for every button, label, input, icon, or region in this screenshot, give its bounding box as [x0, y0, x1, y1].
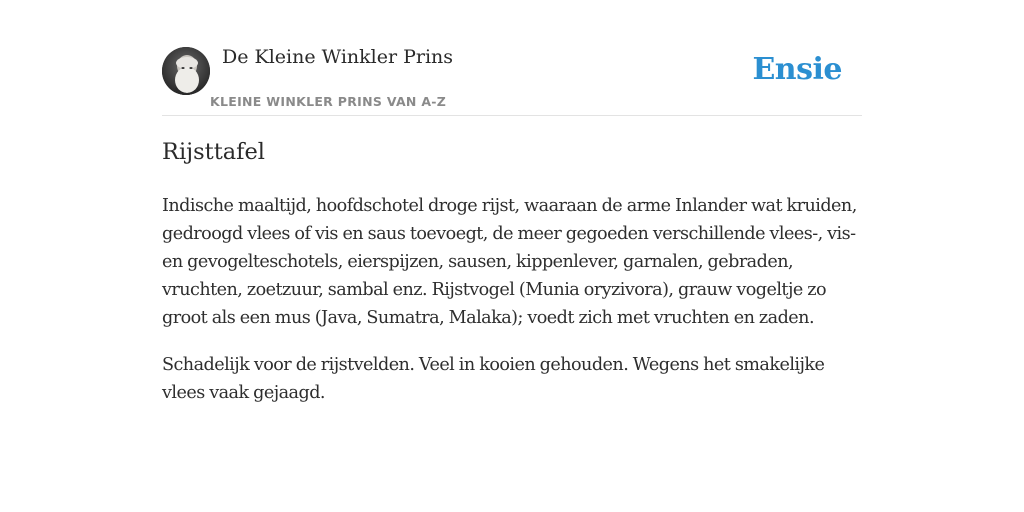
article-body — [162, 192, 862, 426]
header — [162, 44, 862, 116]
author-avatar[interactable] — [162, 47, 210, 95]
article-title: Rijsttafel — [162, 139, 265, 165]
article-paragraph: Schadelijk voor de rijstvelden. Veel in kooien gehouden. Wegens het smakelijke vlees vaak gejaagd. — [162, 355, 825, 403]
brand-logo[interactable]: Ensie — [752, 52, 842, 87]
collection-label[interactable]: KLEINE WINKLER PRINS VAN A-Z — [210, 94, 447, 109]
author-portrait-image — [162, 47, 210, 95]
article-paragraph: Indische maaltijd, hoofdschotel droge rijst, waaraan de arme Inlander wat kruiden, gedroogd vlees of vis en saus toevoegt, de meer gegoeden verschillende vlees-, vis- en gevogelteschotels, eierspijzen, sausen, kippenlever, garnalen, gebraden, vruchten, zoetzuur, sambal enz. Rijstvogel (Munia oryzivora), grauw vogeltje zo groot als een mus (Java, Sumatra, Malaka); voedt zich met vruchten en zaden. — [162, 196, 857, 328]
author-name[interactable]: De Kleine Winkler Prins — [222, 46, 454, 68]
